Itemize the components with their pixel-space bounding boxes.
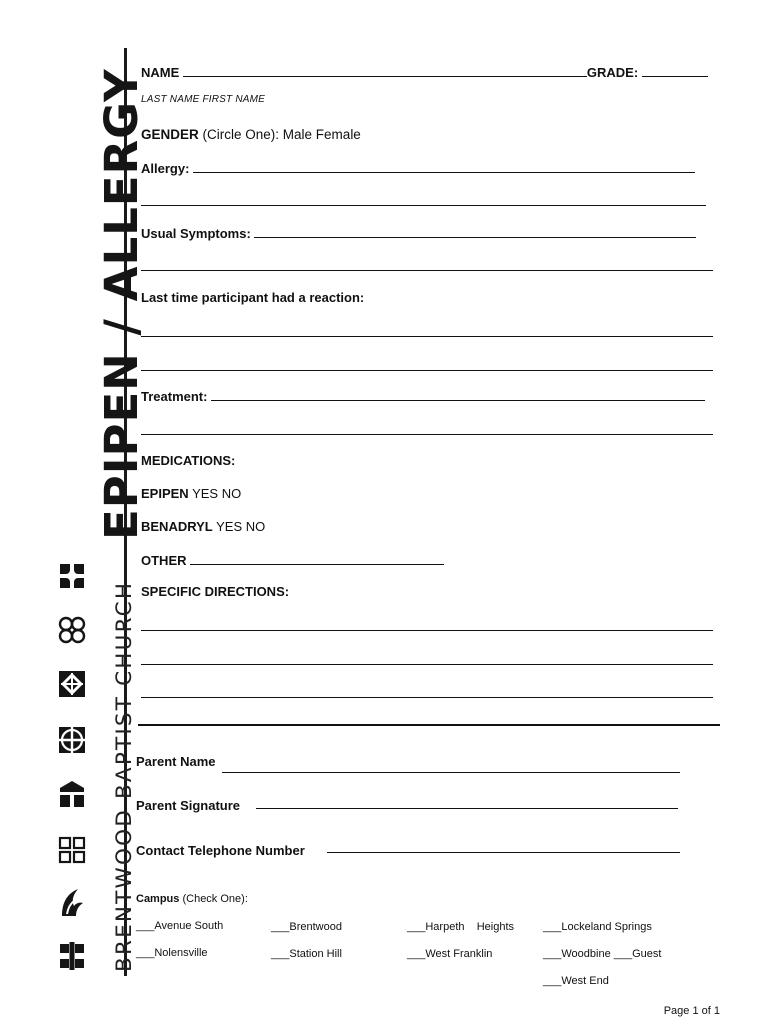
- treatment-line-2[interactable]: [141, 434, 713, 435]
- epipen-row: [141, 486, 241, 501]
- name-label: NAME: [141, 65, 180, 80]
- brentwood-squares-icon: [56, 834, 88, 866]
- reaction-label: Last time participant had a reaction:: [141, 290, 365, 305]
- benadryl-row: [141, 519, 265, 534]
- brentwood-rings-icon: [56, 614, 88, 646]
- other-row: [141, 552, 444, 568]
- campus-option-brentwood[interactable]: ___Brentwood: [271, 921, 342, 933]
- symptoms-input-line[interactable]: [254, 225, 696, 238]
- campus-option-station-hill[interactable]: ___Station Hill: [271, 948, 342, 960]
- symptoms-row: [141, 225, 696, 241]
- section-divider: [138, 724, 720, 726]
- brentwood-circle-cross-icon: [56, 724, 88, 756]
- campus-option-west-end[interactable]: ___West End: [543, 975, 609, 987]
- reaction-line-1[interactable]: [141, 336, 713, 337]
- name-hint: LAST NAME FIRST NAME: [141, 94, 266, 105]
- campus-row: [136, 893, 248, 905]
- phone-label: Contact Telephone Number: [136, 843, 305, 858]
- other-label: OTHER: [141, 553, 187, 568]
- parent-signature-label: Parent Signature: [136, 798, 241, 813]
- campus-option-avenue-south[interactable]: ___Avenue South: [136, 920, 224, 932]
- brentwood-petals-icon: [56, 560, 88, 592]
- treatment-input-line[interactable]: [211, 388, 705, 401]
- allergy-label: Allergy:: [141, 161, 190, 176]
- name-grade-row: [141, 64, 708, 80]
- campus-hint: (Check One):: [182, 893, 248, 905]
- treatment-label: Treatment:: [141, 389, 208, 404]
- form-title: EPIPEN / ALLERGY: [95, 68, 148, 540]
- epipen-options[interactable]: YES NO: [192, 486, 242, 501]
- brentwood-arrow-block-icon: [56, 778, 88, 810]
- directions-label: SPECIFIC DIRECTIONS:: [141, 584, 290, 599]
- phone-input-line[interactable]: [327, 852, 680, 853]
- allergy-line-2[interactable]: [141, 205, 706, 206]
- campus-label: Campus: [136, 893, 180, 905]
- treatment-row: [141, 388, 705, 404]
- symptoms-label: Usual Symptoms:: [141, 226, 251, 241]
- other-input-line[interactable]: [190, 552, 444, 565]
- campus-option-nolensville[interactable]: ___Nolensville: [136, 947, 208, 959]
- directions-line-3[interactable]: [141, 697, 713, 698]
- campus-option-harpeth-heights[interactable]: ___Harpeth Heights: [407, 921, 515, 933]
- epipen-label: EPIPEN: [141, 486, 189, 501]
- benadryl-options[interactable]: YES NO: [216, 519, 266, 534]
- allergy-row: [141, 160, 695, 176]
- campus-option-woodbine-guest[interactable]: ___Woodbine ___Guest: [543, 948, 662, 960]
- campus-option-west-franklin[interactable]: ___West Franklin: [407, 948, 493, 960]
- church-name: BRENTWOOD BAPTIST CHURCH: [112, 580, 137, 972]
- brentwood-cross-icon: [56, 940, 88, 972]
- parent-name-input-line[interactable]: [222, 772, 680, 773]
- grade-input-line[interactable]: [642, 64, 708, 77]
- benadryl-label: BENADRYL: [141, 519, 213, 534]
- symptoms-line-2[interactable]: [141, 270, 713, 271]
- campus-option-lockeland-springs[interactable]: ___Lockeland Springs: [543, 921, 652, 933]
- brentwood-diamond-icon: [56, 668, 88, 700]
- page-number: Page 1 of 1: [663, 1005, 720, 1017]
- directions-line-2[interactable]: [141, 664, 713, 665]
- allergy-input-line[interactable]: [193, 160, 695, 173]
- parent-signature-input-line[interactable]: [256, 808, 678, 809]
- directions-line-1[interactable]: [141, 630, 713, 631]
- brentwood-flame-icon: [56, 886, 88, 918]
- name-input-line[interactable]: [183, 64, 587, 77]
- church-logo-column: [56, 560, 90, 980]
- parent-name-label: Parent Name: [136, 754, 216, 769]
- reaction-line-2[interactable]: [141, 370, 713, 371]
- medications-label: MEDICATIONS:: [141, 453, 236, 468]
- gender-label: GENDER: [141, 127, 199, 142]
- gender-row: [141, 127, 361, 142]
- gender-options[interactable]: (Circle One): Male Female: [202, 127, 361, 142]
- grade-label: GRADE:: [586, 65, 639, 80]
